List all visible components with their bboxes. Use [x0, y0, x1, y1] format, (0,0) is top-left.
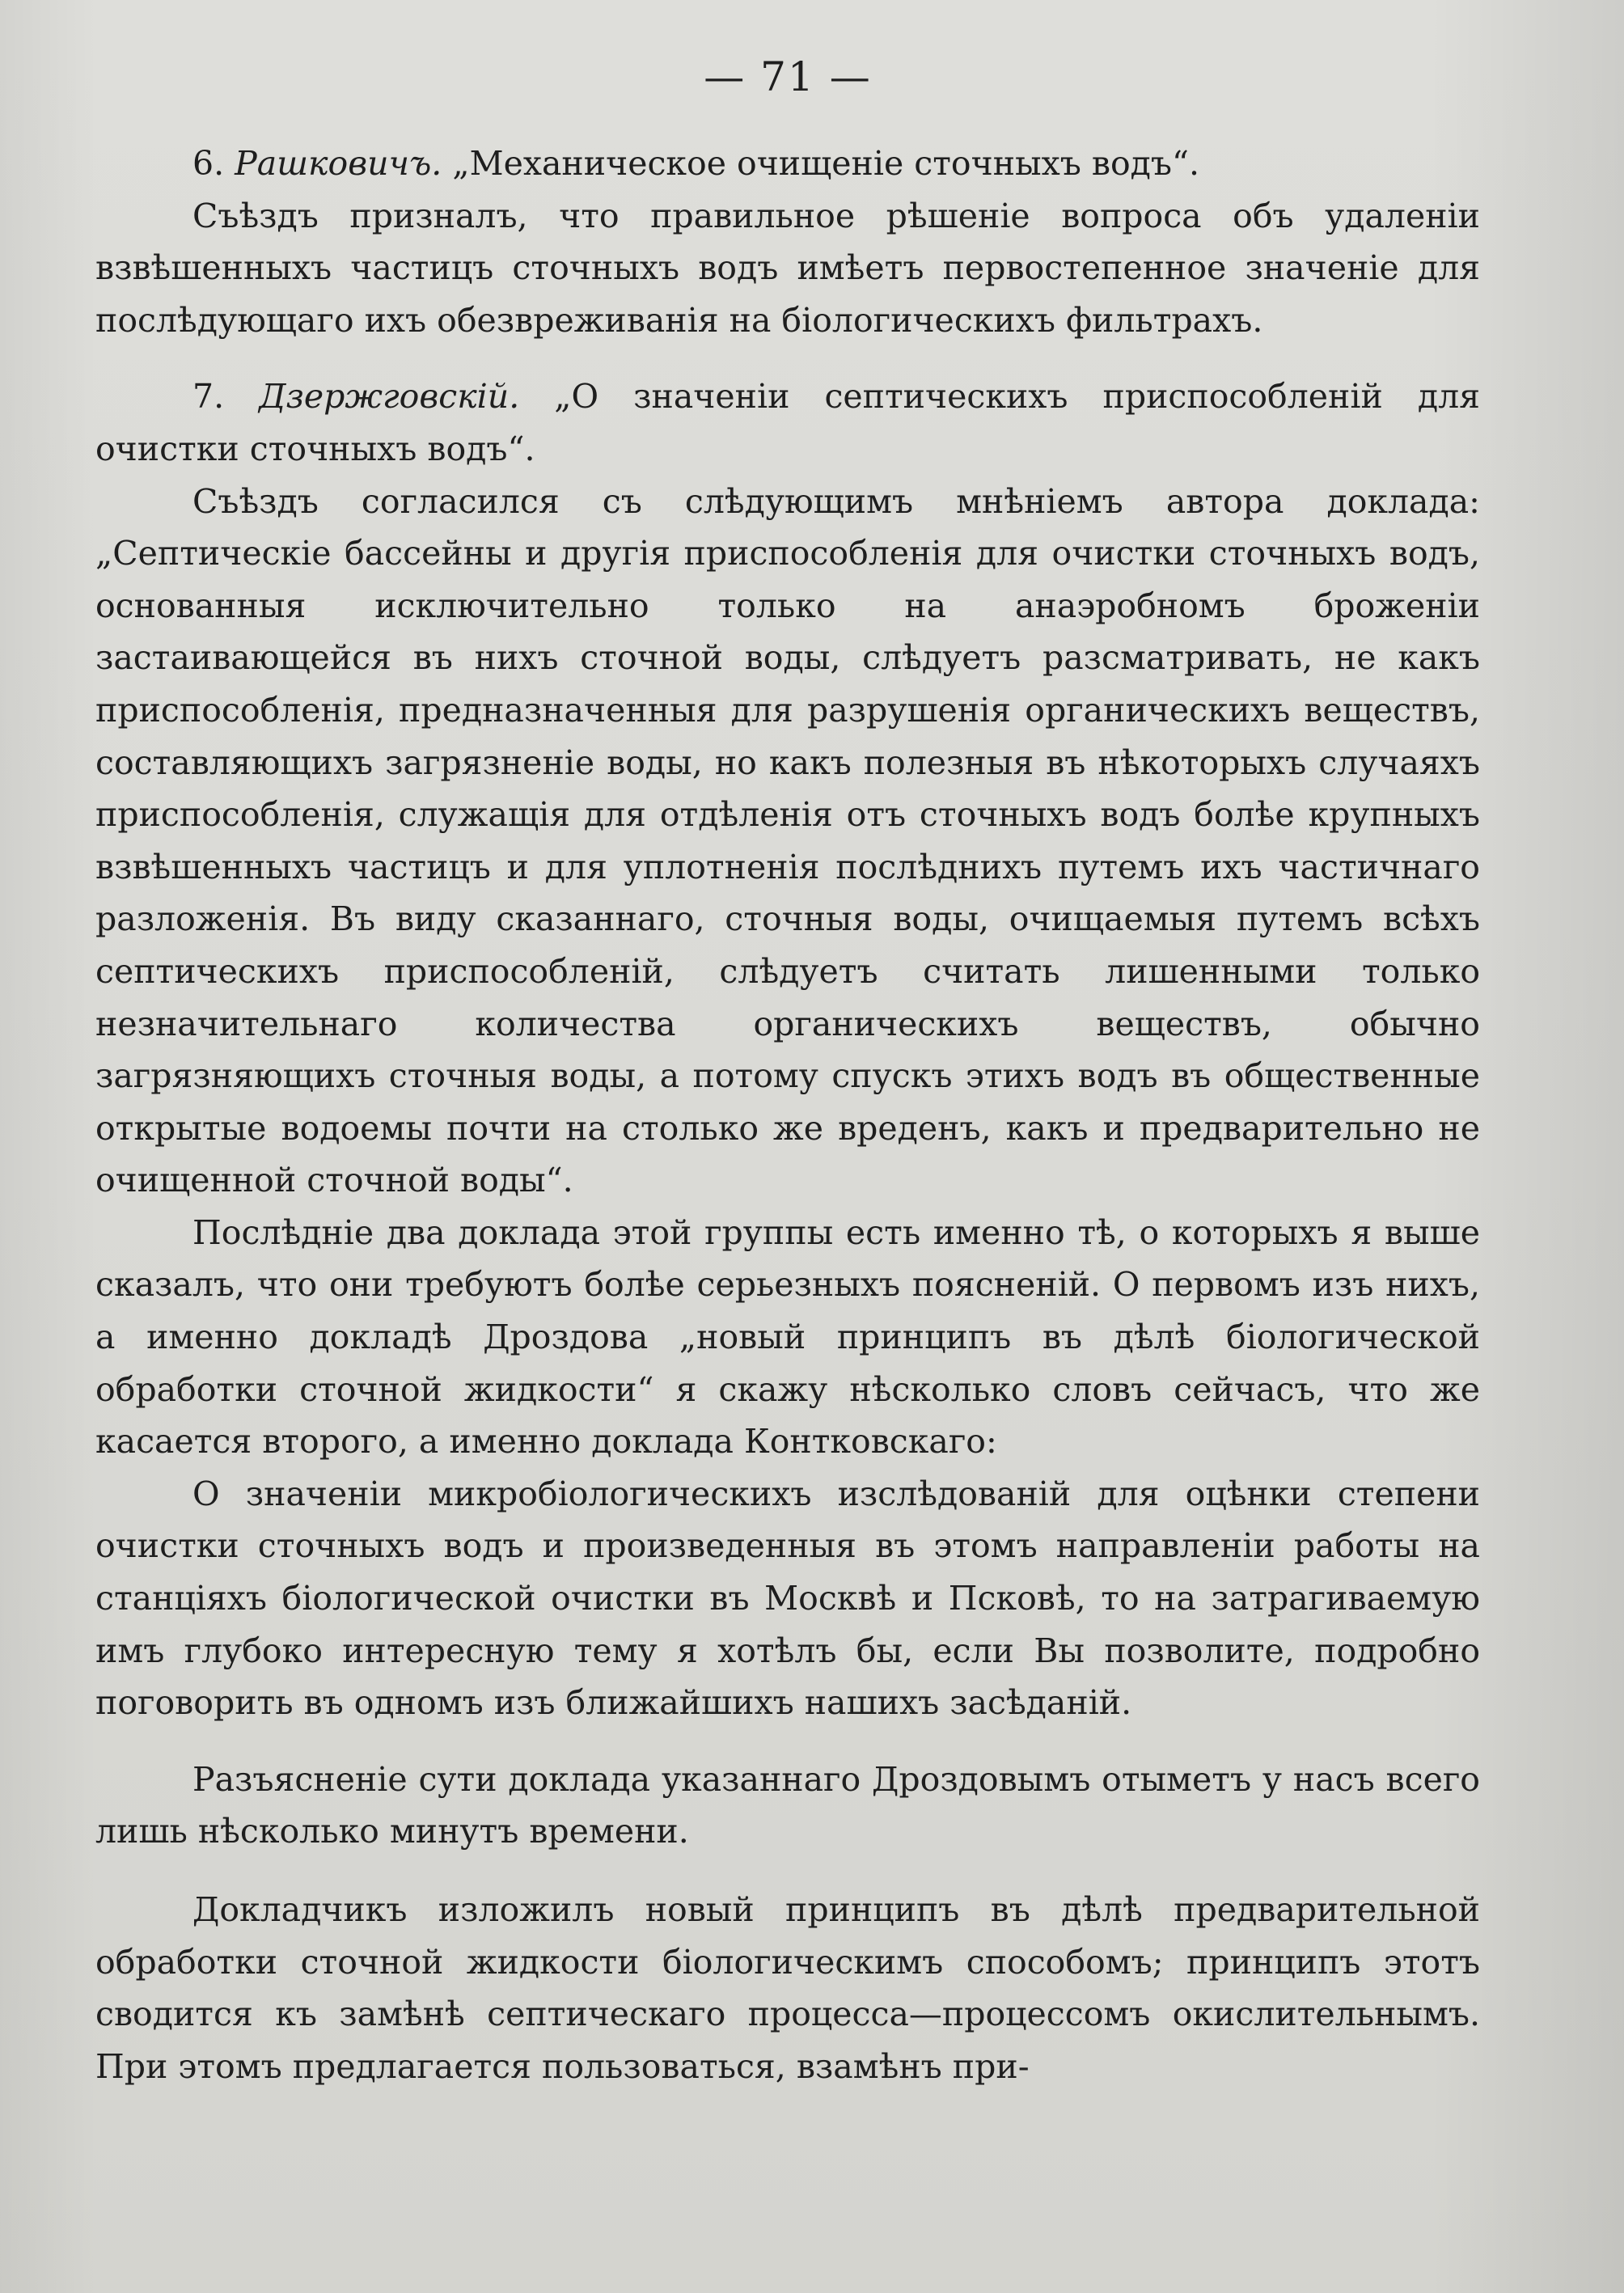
item-number: 6. [192, 144, 225, 183]
author-name: Дзержговскiй. [259, 377, 520, 417]
paragraph: Съѣздъ призналъ, что правильное рѣшенiе вопроса объ удаленiи взвѣшенныхъ частицъ сточныхъ водъ имѣетъ первостепенное значенiе для послѣдующаго ихъ обезвреживанiя на бiологическихъ фильтрахъ. [95, 196, 1480, 340]
paragraph: Докладчикъ изложилъ новый принципъ въ дѣлѣ предварительной обработки сточной жидкости бiологическимъ способомъ; принципъ этотъ сводится къ замѣнѣ септическаго процесса—процессомъ окислительнымъ. При этомъ предлагается пользоваться, взамѣнъ при- [95, 1890, 1480, 2086]
report-title: „О значенiи септическихъ приспособленiй для очистки сточныхъ водъ“. [95, 377, 1480, 468]
item-number: 7. [192, 377, 225, 417]
page-number: — 71 — [704, 53, 872, 100]
paragraph: Съѣздъ согласился съ слѣдующимъ мнѣнiемъ автора доклада: „Септическiе бассейны и другiя приспособленiя для очистки сточныхъ водъ, основанныя исключительно только на анаэробномъ броженiи застаивающейся въ нихъ сточной воды, слѣдуетъ разсматривать, не какъ приспособленiя, предназначенныя для разрушенiя органическихъ веществъ, составляющихъ загрязненiе воды, но какъ полезныя въ нѣкоторыхъ случаяхъ приспособленiя, служащiя для отдѣленiя отъ сточныхъ водъ болѣе крупныхъ взвѣшенныхъ частицъ и для уплотненiя послѣднихъ путемъ ихъ частичнаго разложенiя. Въ виду сказаннаго, сточныя воды, очищаемыя путемъ всѣхъ септическихъ приспособленiй, слѣдуетъ считать лишенными только незначительнаго количества органическихъ веществъ, обычно загрязняющихъ сточныя воды, а потому спускъ этихъ водъ въ общественные открытые водоемы почти на столько же вреденъ, какъ и предварительно не очищенной сточной воды“. [95, 481, 1480, 1200]
report-item-7 [95, 370, 1480, 475]
paragraph: О значенiи микробiологическихъ изслѣдованiй для оцѣнки степени очистки сточныхъ водъ и произведенныя въ этомъ направленiи работы на станцiяхъ бiологической очистки въ Москвѣ и Псковѣ, то на затрагиваемую имъ глубоко интересную тему я хотѣлъ бы, если Вы позволите, подробно поговорить въ одномъ изъ ближайшихъ нашихъ засѣданiй. [95, 1474, 1480, 1723]
paragraph: Разъясненiе сути доклада указаннаго Дроздовымъ отыметъ у насъ всего лишь нѣсколько минутъ времени. [95, 1759, 1480, 1851]
author-name: Рашковичъ. [235, 144, 442, 183]
report-title: „Механическое очищенiе сточныхъ водъ“. [442, 144, 1199, 183]
report-item-6 [95, 137, 1480, 190]
paragraph: Послѣднiе два доклада этой группы есть именно тѣ, о которыхъ я выше сказалъ, что они требуютъ болѣе серьезныхъ поясненiй. О первомъ изъ нихъ, а именно докладѣ Дроздова „новый принципъ въ дѣлѣ бiологической обработки сточной жидкости“ я скажу нѣсколько словъ сейчасъ, что же касается второго, а именно доклада Контковскаго: [95, 1212, 1480, 1462]
body-text [95, 137, 1480, 2092]
